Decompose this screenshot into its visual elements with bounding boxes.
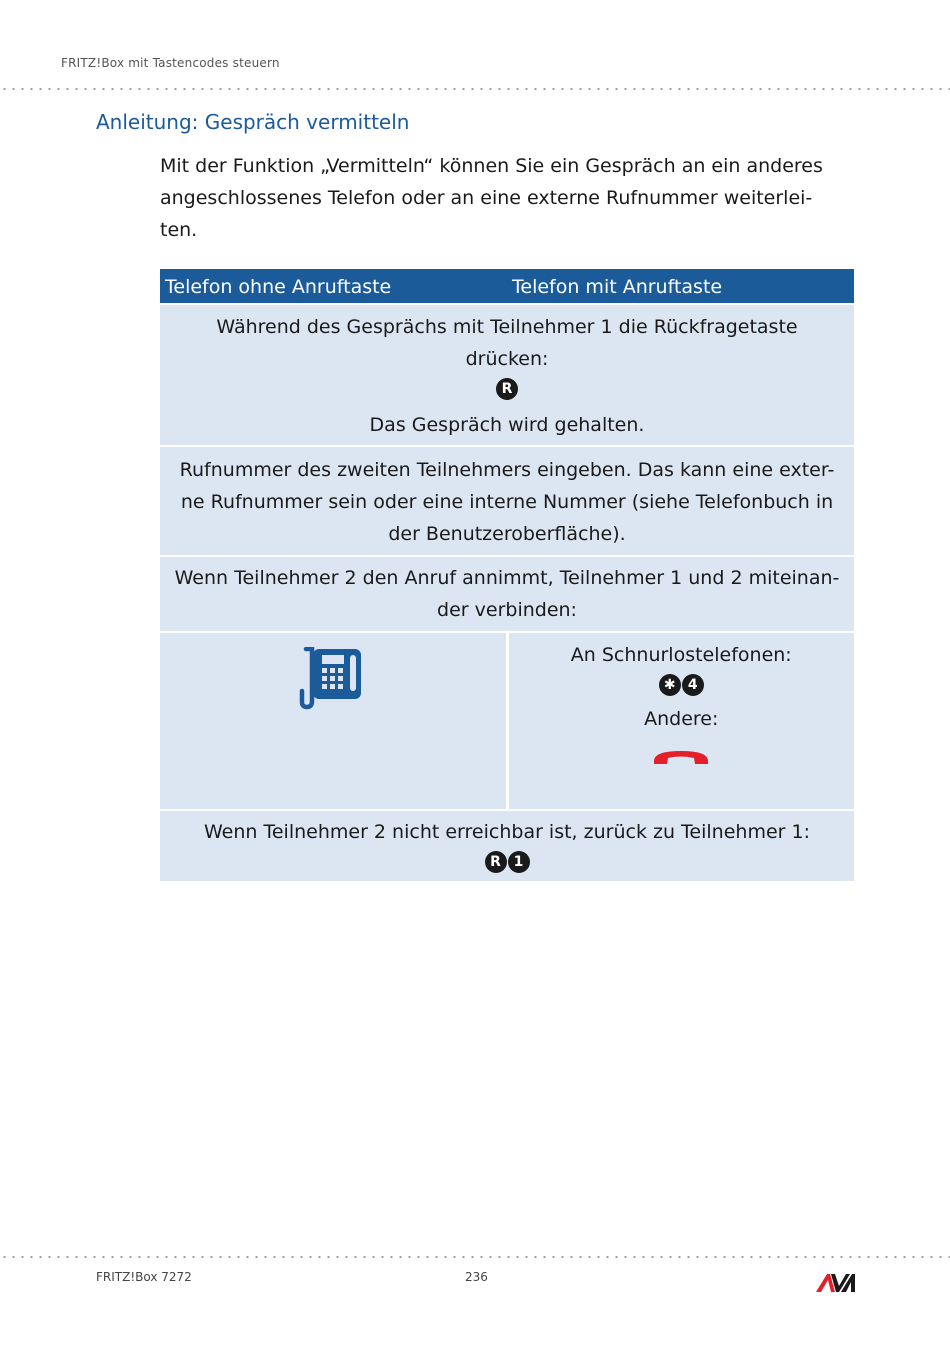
key-sequence [166,848,848,874]
step-text: der verbinden: [437,599,577,621]
desk-phone-icon [298,647,364,711]
step-row [160,810,854,882]
step-text: Rufnummer des zweiten Teilnehmers eingeben. Das kann eine exter- [179,459,835,481]
step-row [160,304,854,446]
header-divider [0,88,950,90]
key-sequence [515,671,849,697]
cordless-label: An Schnurlostelefonen: [570,644,792,666]
step-text: Wenn Teilnehmer 2 nicht erreichbar ist, zurück zu Teilnehmer 1: [204,821,810,843]
step-text: der Benutzeroberfläche). [388,523,626,545]
section-title: Anleitung: Gespräch vermitteln [96,110,410,134]
key-star-icon: ✱ [659,674,681,696]
step-return [160,810,854,882]
step-result: Das Gespräch wird gehalten. [369,414,645,436]
page-number: 236 [465,1270,488,1284]
intro-line: ten. [160,219,198,241]
key-sequence [166,375,848,401]
col-header-with-call-key: Telefon mit Anruftaste [507,269,854,304]
step-connect [160,556,854,632]
step-row-split [160,632,854,810]
table-header-row [160,269,854,304]
running-header: FRITZ!Box mit Tastencodes steuern [61,56,280,70]
step-text: drücken: [465,348,549,370]
footer-divider [0,1256,950,1258]
step-text: ne Rufnummer sein oder eine interne Nummer (siehe Telefonbuch in [180,491,834,513]
step-text: Wenn Teilnehmer 2 den Anruf annimmt, Teilnehmer 1 und 2 miteinan- [174,567,840,589]
desk-phone-cell [160,632,507,810]
key-4-icon: 4 [682,674,704,696]
col-header-without-call-key: Telefon ohne Anruftaste [160,269,507,304]
step-hold-call [160,304,854,446]
step-row [160,446,854,556]
intro-paragraph [160,150,850,246]
other-label: Andere: [644,708,719,730]
cordless-cell [507,632,854,810]
intro-line: Mit der Funktion „Vermitteln“ können Sie ein Gespräch an ein anderes [160,155,823,177]
step-dial-number [160,446,854,556]
step-row [160,556,854,632]
key-r-icon: R [485,851,507,873]
footer-product: FRITZ!Box 7272 [96,1270,192,1284]
intro-line: angeschlossenes Telefon oder an eine externe Rufnummer weiterlei- [160,187,813,209]
avm-logo-icon [815,1272,859,1294]
key-r-icon: R [496,378,518,400]
procedure-table [160,269,854,883]
step-text: Während des Gesprächs mit Teilnehmer 1 die Rückfragetaste [216,316,798,338]
hang-up-wrapper [515,745,849,775]
key-1-icon: 1 [508,851,530,873]
hang-up-handset-icon [651,745,711,767]
